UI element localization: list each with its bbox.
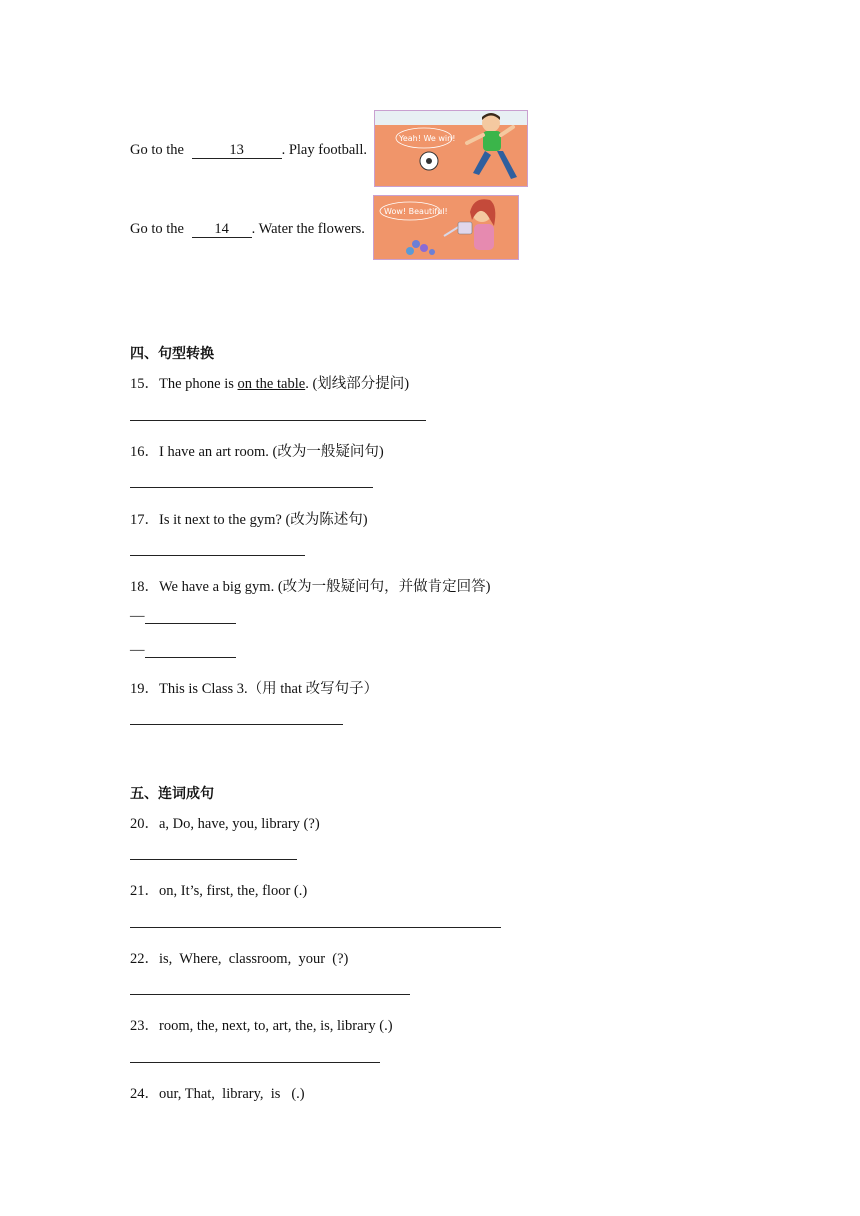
answer-line-15[interactable]: [130, 420, 426, 421]
answer-line-17[interactable]: [130, 555, 305, 556]
question-text: Is it next to the gym? (改为陈述句): [159, 512, 368, 528]
girl-watering-flowers-icon: [374, 196, 519, 260]
question-number: 16．: [130, 444, 159, 460]
question-15: [130, 372, 409, 393]
fill-in-prefix: Go to the: [130, 142, 184, 158]
question-number: 24．: [130, 1086, 159, 1102]
fill-in-suffix: . Play football.: [281, 142, 367, 158]
question-number: 20．: [130, 816, 159, 832]
fill-in-item-14: [130, 221, 365, 238]
question-number: 17．: [130, 512, 159, 528]
answer-line-18b[interactable]: [145, 657, 236, 658]
dash: —: [130, 642, 145, 658]
question-number: 22．: [130, 951, 159, 967]
question-text: on, It’s, first, the, floor (.): [159, 883, 308, 899]
answer-row-18b: [130, 642, 145, 659]
fill-in-suffix: . Water the flowers.: [251, 221, 365, 237]
question-number: 18．: [130, 579, 159, 595]
question-21: [130, 879, 307, 900]
question-text: is, Where, classroom, your (?): [159, 951, 349, 967]
question-19: [130, 677, 378, 698]
question-text: room, the, next, to, art, the, is, library (.): [159, 1018, 393, 1034]
answer-line-21[interactable]: [130, 927, 501, 928]
question-23: [130, 1014, 393, 1035]
answer-line-20[interactable]: [130, 859, 297, 860]
question-text: The phone is: [159, 376, 238, 392]
answer-line-18a[interactable]: [145, 623, 236, 624]
question-number: 21．: [130, 883, 159, 899]
question-instruction: . (划线部分提问): [305, 376, 410, 392]
speech-text: Yeah! We win!: [399, 134, 456, 143]
fill-in-prefix: Go to the: [130, 221, 184, 237]
boy-kicking-football-icon: [375, 111, 528, 187]
question-17: [130, 508, 368, 529]
question-text: This is Class 3.（用 that 改写句子）: [159, 681, 379, 697]
section-5-title: 五、连词成句: [130, 786, 214, 802]
question-text: I have an art room. (改为一般疑问句): [159, 444, 384, 460]
picture-playground: [374, 110, 528, 187]
question-number: 15．: [130, 376, 159, 392]
answer-blank-13[interactable]: 13: [192, 143, 282, 159]
question-22: [130, 947, 348, 968]
answer-row-18a: [130, 608, 145, 625]
section-4-title: 四、句型转换: [130, 346, 214, 362]
question-16: [130, 440, 384, 461]
question-18: [130, 575, 490, 596]
speech-text: Wow! Beautiful!: [384, 207, 448, 216]
question-number: 19．: [130, 681, 159, 697]
question-20: [130, 812, 320, 833]
fill-in-item-13: [130, 142, 367, 159]
question-24: [130, 1082, 305, 1103]
question-text: We have a big gym. (改为一般疑问句，并做肯定回答): [159, 579, 491, 595]
answer-blank-14[interactable]: 14: [192, 222, 252, 238]
answer-line-16[interactable]: [130, 487, 373, 488]
underlined-phrase: on the table: [237, 376, 306, 392]
picture-garden: [373, 195, 519, 260]
question-number: 23．: [130, 1018, 159, 1034]
answer-line-23[interactable]: [130, 1062, 380, 1063]
question-text: a, Do, have, you, library (?): [159, 816, 320, 832]
dash: —: [130, 608, 145, 624]
answer-line-22[interactable]: [130, 994, 410, 995]
answer-line-19[interactable]: [130, 724, 343, 725]
question-text: our, That, library, is (.): [159, 1086, 305, 1102]
